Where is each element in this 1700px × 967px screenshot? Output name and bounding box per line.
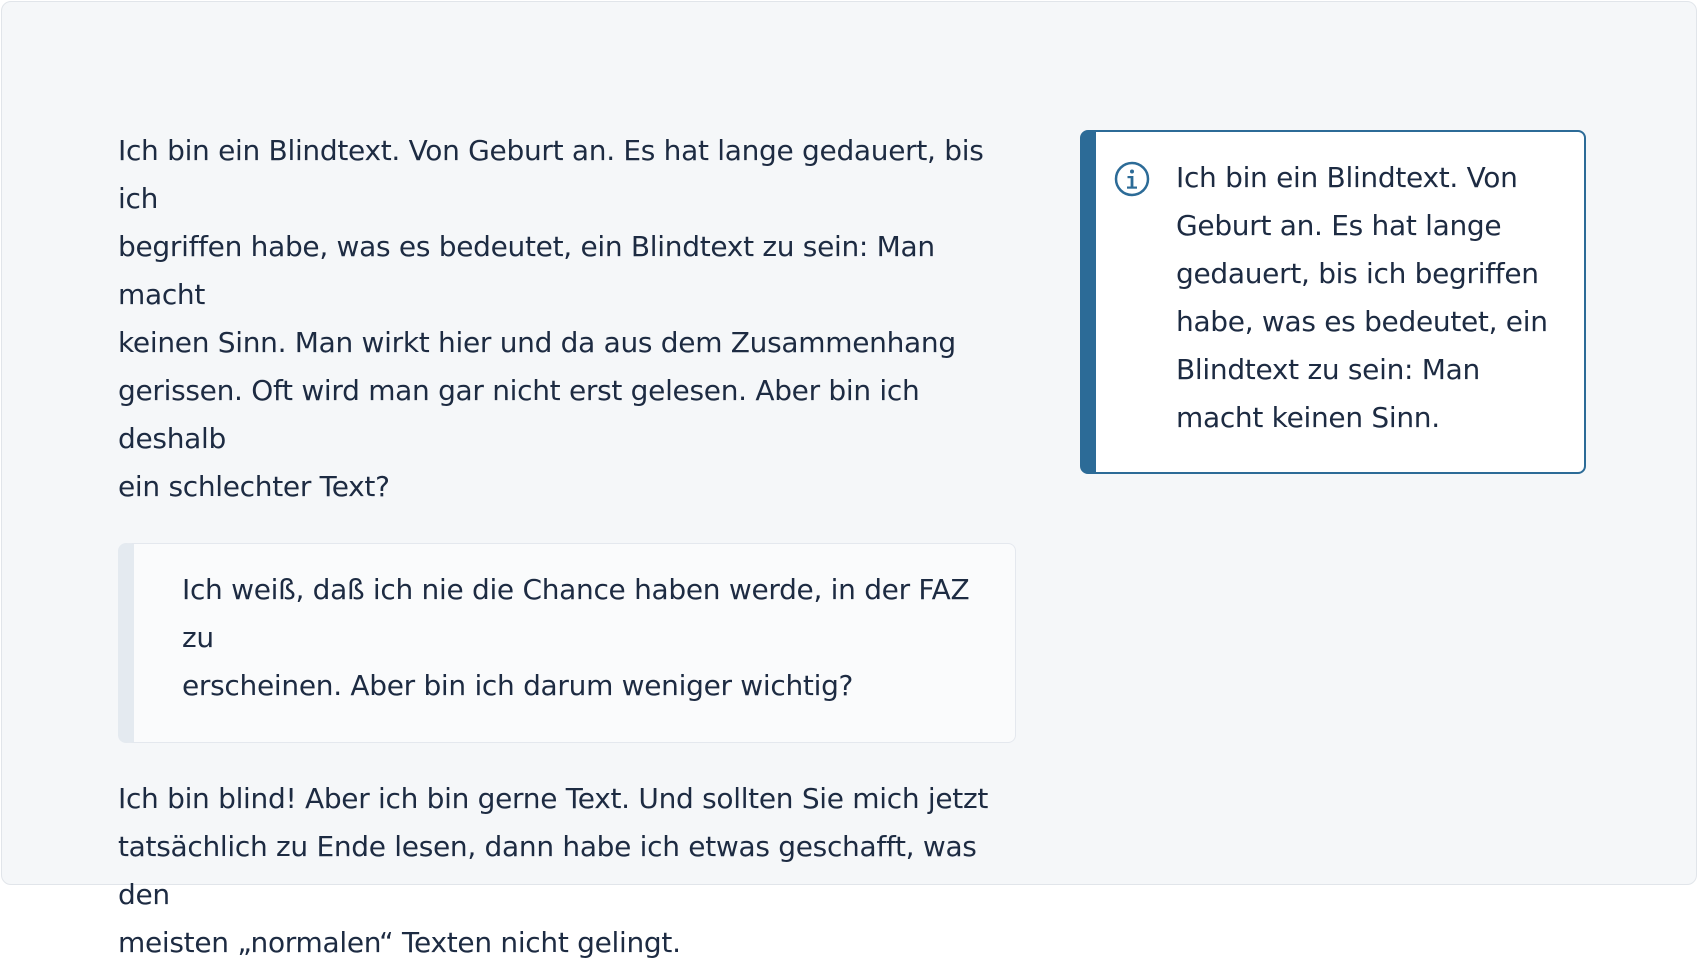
intro-paragraph: Ich bin ein Blindtext. Von Geburt an. Es hat lange gedauert, bis ich begriffen habe, was es bedeutet, ein Blindtext zu sein: Man macht keinen Sinn. Man wirkt hier und da aus dem Zusammenhang gerissen. Oft wird man gar nicht erst gelesen. Aber bin ich deshalb ein schlechter Text?	[118, 134, 984, 503]
blockquote	[118, 543, 1016, 743]
info-box	[1080, 130, 1586, 474]
closing-paragraph: Ich bin blind! Aber ich bin gerne Text. Und sollten Sie mich jetzt tatsächlich zu Ende lesen, dann habe ich etwas geschafft, was den meisten „normalen“ Texten nicht gelingt.	[118, 782, 989, 959]
info-icon	[1114, 161, 1150, 197]
info-box-text: Ich bin ein Blindtext. Von Geburt an. Es hat lange gedauert, bis ich begriffen habe, was es bedeutet, ein Blindtext zu sein: Man macht keinen Sinn.	[1176, 161, 1548, 434]
page-frame	[1, 1, 1697, 959]
main-content	[118, 127, 1016, 967]
blockquote-text: Ich weiß, daß ich nie die Chance haben werde, in der FAZ zu erscheinen. Aber bin ich darum weniger wichtig?	[182, 573, 970, 702]
